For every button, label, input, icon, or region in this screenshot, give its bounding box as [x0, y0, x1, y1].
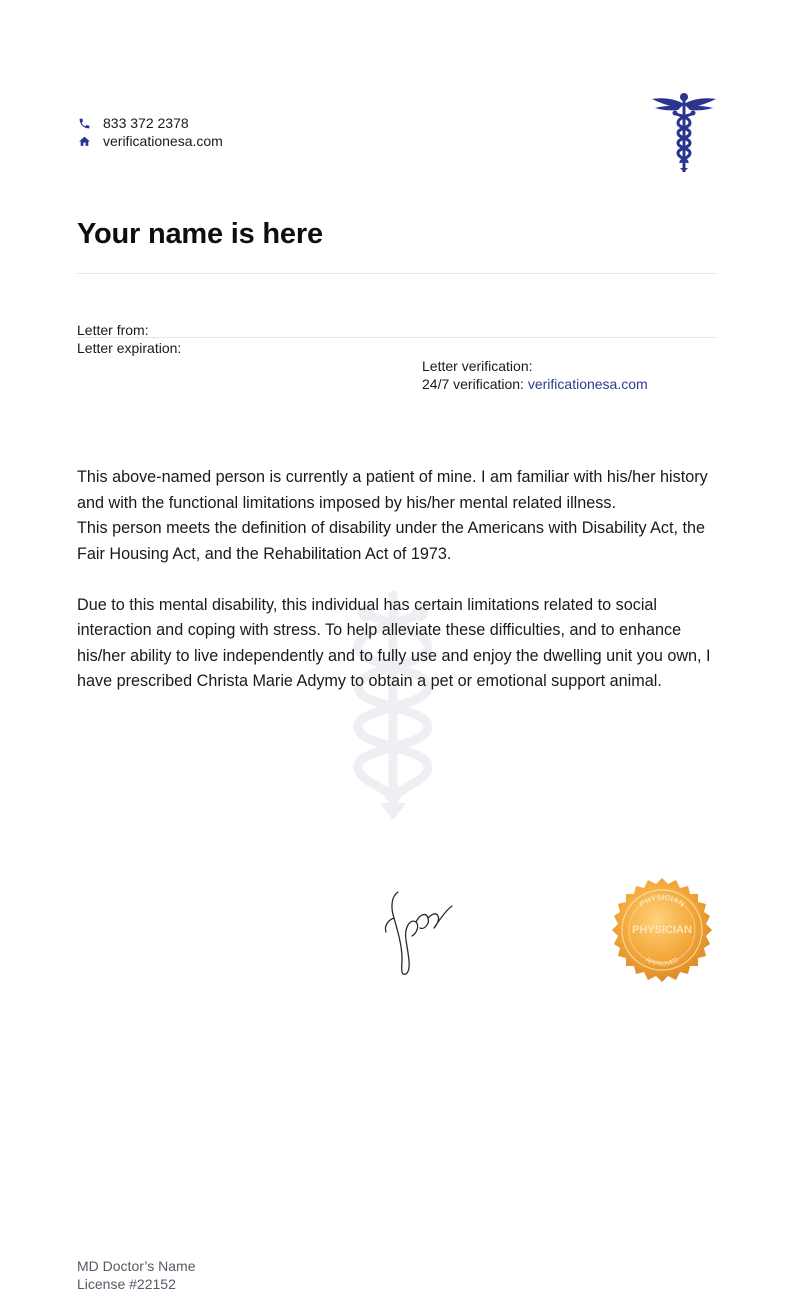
- physician-seal-icon: [608, 876, 716, 984]
- seal-text-top: PHYSICIAN: [637, 892, 687, 909]
- doctor-license: License #22152: [77, 1275, 176, 1292]
- meta-left: [77, 321, 794, 357]
- verification-247-row: [422, 375, 794, 393]
- paragraph-2: Due to this mental disability, this individual has certain limitations related to social interaction and coping with stress. To help alleviate these difficulties, and to enhance his/her ability to live independently and to fully use and enjoy the dwelling unit you own, I have prescribed Christa Marie Adymy to obtain a pet or emotional support animal.: [77, 595, 711, 690]
- divider-top: [77, 273, 717, 274]
- phone-number: 833 372 2378: [103, 115, 189, 131]
- home-icon: [77, 134, 91, 148]
- website-row: [77, 132, 223, 150]
- signature-icon: [376, 884, 466, 980]
- patient-name-title: Your name is here: [77, 218, 323, 250]
- paragraph-1-line-1: This above-named person is currently a patient of mine. I am familiar with his/her history and with the functional limitations imposed by his/her mental related illness.: [77, 468, 708, 512]
- seal-text-bottom: APPROVED: [643, 956, 681, 969]
- letter-expiration-label: Letter expiration:: [77, 340, 182, 356]
- meta-right: [422, 357, 794, 393]
- caduceus-icon: [648, 90, 720, 176]
- website-link[interactable]: verificationesa.com: [103, 133, 223, 149]
- letter-verification-label: Letter verification:: [422, 358, 533, 374]
- paragraph-1-line-2: This person meets the definition of disability under the Americans with Disability Act, the Fair Housing Act, and the Rehabilitation Act of 1973.: [77, 519, 706, 563]
- seal-text-center: PHYSICIAN: [632, 924, 692, 936]
- verification-247-label: 24/7 verification:: [422, 376, 524, 392]
- doctor-info: [77, 1257, 794, 1293]
- contact-block: [77, 114, 223, 150]
- verification-link[interactable]: verificationesa.com: [527, 376, 648, 392]
- phone-icon: [77, 116, 91, 130]
- letter-from-label: Letter from:: [77, 322, 149, 338]
- doctor-name: MD Doctor’s Name: [77, 1257, 196, 1274]
- phone-row: [77, 114, 223, 132]
- letter-body: [77, 465, 722, 695]
